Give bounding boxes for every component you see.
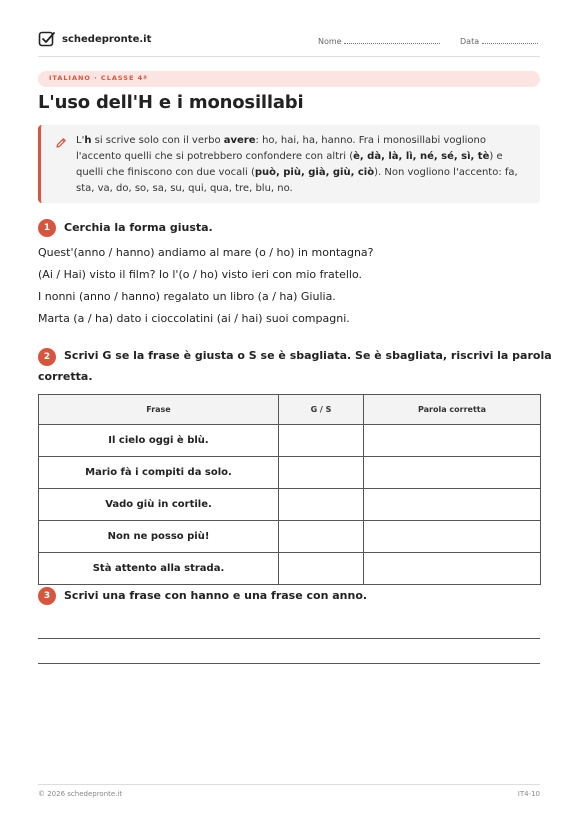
correction-answer-cell[interactable] [364,553,541,585]
date-field [460,35,538,46]
sentence-cell: Vado giù in cortile. [39,489,279,521]
table-row [39,553,541,585]
exercise-1-line: (Ai / Hai) visto il film? Io l'(o / ho) visto ieri con mio fratello. [38,268,363,281]
header-divider [38,56,540,57]
date-label: Data [460,37,480,46]
footer-divider [38,784,540,785]
exercise-3-title: Scrivi una frase con hanno e una frase con anno. [64,589,368,602]
exercise-2-title: Scrivi G se la frase è giusta o S se è sbagliata. Se è sbagliata, riscrivi la parola [64,349,552,362]
exercise-1-title: Cerchia la forma giusta. [64,221,213,234]
rule-note [38,125,540,203]
subject-tag [38,71,540,87]
correction-answer-cell[interactable] [364,489,541,521]
exercise-1-line: Marta (a / ha) dato i cioccolatini (ai / hai) suoi compagni. [38,312,350,325]
exercise-2-badge: 2 [38,348,56,366]
column-header-gs: G / S [279,395,364,425]
correction-answer-cell[interactable] [364,425,541,457]
gs-answer-cell[interactable] [279,489,364,521]
footer-copyright: © 2026 schedepronte.it [38,790,123,798]
table-row [39,457,541,489]
pencil-icon [55,137,67,149]
table-row [39,489,541,521]
answer-table [38,394,541,585]
column-header-frase: Frase [39,395,279,425]
exercise-1-badge: 1 [38,219,56,237]
gs-answer-cell[interactable] [279,553,364,585]
writing-line[interactable] [38,638,540,639]
name-label: Nome [318,37,342,46]
rule-note-text: L'h si scrive solo con il verbo avere: ho, hai, ha, hanno. Fra i monosillabi vogliono l'accento quelli che si potrebbero confondere con altri (è, dà, là, lì, né, sé, sì, tè) e quelli che finiscono con due vocali (può, più, già, giù, ciò). Non vogliono l'accento: fa, sta, va, do, so, sa, su, qui, qua, tre, blu, no. [76,135,518,194]
name-field [318,35,440,46]
sentence-cell: Mario fà i compiti da solo. [39,457,279,489]
footer-code: IT4-10 [517,790,540,798]
page-title: L'uso dell'H e i monosillabi [38,92,304,113]
exercise-1-line: I nonni (anno / hanno) regalato un libro (a / ha) Giulia. [38,290,336,303]
table-row [39,425,541,457]
correction-answer-cell[interactable] [364,457,541,489]
site-name: schedepronte.it [62,33,152,45]
exercise-1-line: Quest'(anno / hanno) andiamo al mare (o / ho) in montagna? [38,246,374,259]
sentence-cell: Stà attento alla strada. [39,553,279,585]
gs-answer-cell[interactable] [279,425,364,457]
exercise-3-badge: 3 [38,587,56,605]
brand [38,30,151,48]
exercise-2-title-cont: corretta. [38,370,93,383]
subject-tag-text: ITALIANO · CLASSE 4ª [49,74,148,82]
column-header-parola: Parola corretta [364,395,541,425]
writing-line[interactable] [38,663,540,664]
sentence-cell: Il cielo oggi è blù. [39,425,279,457]
gs-answer-cell[interactable] [279,521,364,553]
table-row [39,521,541,553]
sentence-cell: Non ne posso più! [39,521,279,553]
checkbox-logo-icon [38,30,56,48]
gs-answer-cell[interactable] [279,457,364,489]
correction-answer-cell[interactable] [364,521,541,553]
